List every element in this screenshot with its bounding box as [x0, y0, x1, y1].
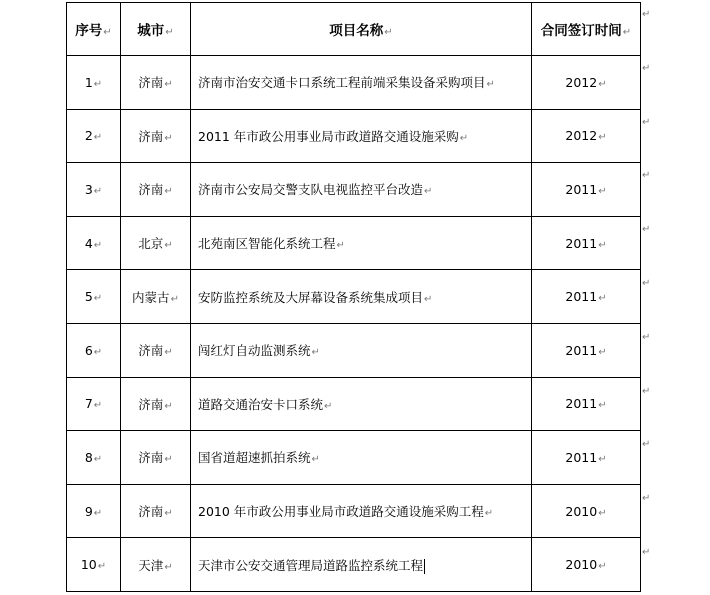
row-number: 2 [84, 128, 93, 144]
header-date-cell[interactable] [532, 3, 641, 56]
project-name-cell[interactable] [191, 323, 532, 377]
contract-date-cell[interactable] [532, 109, 641, 163]
row-end-mark: ↵ [642, 117, 651, 128]
table-row [67, 109, 641, 163]
project-name: 2011 年市政公用事业局市政道路交通设施采购 [198, 128, 459, 144]
contract-date: 2012 [565, 128, 598, 144]
cell-end-mark: ↵ [93, 507, 103, 519]
cell-end-mark: ↵ [164, 347, 173, 359]
city-cell[interactable] [121, 431, 191, 485]
project-name-cell[interactable] [191, 270, 532, 324]
city: 济南 [138, 75, 164, 91]
contract-date-cell[interactable] [532, 56, 641, 110]
header-date: 合同签订时间 [540, 23, 622, 39]
contract-date: 2011 [565, 342, 598, 358]
table-row [67, 377, 641, 431]
header-no: 序号 [75, 23, 103, 39]
cell-end-mark: ↵ [164, 132, 173, 144]
cell-end-mark: ↵ [164, 186, 173, 198]
city-cell[interactable] [121, 56, 191, 110]
row-number-cell[interactable] [67, 109, 121, 163]
cell-end-mark: ↵ [424, 293, 433, 305]
project-name-cell[interactable] [191, 538, 532, 592]
cell-end-mark: ↵ [598, 132, 607, 144]
cell-end-mark: ↵ [311, 347, 320, 359]
row-number-cell[interactable] [67, 484, 121, 538]
cell-end-mark: ↵ [384, 27, 393, 38]
city: 济南 [138, 504, 164, 520]
contract-date-cell[interactable] [532, 216, 641, 270]
table-row [67, 538, 641, 592]
table-row [67, 163, 641, 217]
city: 济南 [138, 450, 164, 466]
cell-end-mark: ↵ [486, 79, 495, 91]
contract-date: 2011 [565, 235, 598, 251]
row-end-mark: ↵ [642, 332, 651, 343]
project-name: 道路交通治安卡口系统 [198, 396, 324, 412]
city: 内蒙古 [132, 289, 170, 305]
row-number-cell[interactable] [67, 56, 121, 110]
row-number: 8 [84, 449, 93, 465]
row-end-mark: ↵ [642, 439, 651, 450]
project-name-cell[interactable] [191, 484, 532, 538]
city: 济南 [138, 343, 164, 359]
project-name: 国省道超速抓拍系统 [198, 450, 311, 466]
header-no-cell[interactable] [67, 3, 121, 56]
row-end-mark: ↵ [642, 170, 651, 181]
header-name: 项目名称 [329, 23, 384, 39]
project-name: 济南市公安局交警支队电视监控平台改造 [198, 182, 424, 198]
project-name: 2010 年市政公用事业局市政道路交通设施采购工程 [198, 504, 484, 520]
row-end-mark: ↵ [642, 386, 651, 397]
cell-end-mark: ↵ [93, 400, 103, 412]
cell-end-mark: ↵ [93, 453, 103, 465]
city: 济南 [138, 182, 164, 198]
city: 天津 [138, 557, 164, 573]
cell-end-mark: ↵ [598, 346, 607, 358]
cell-end-mark: ↵ [164, 508, 173, 520]
cell-end-mark: ↵ [164, 454, 173, 466]
cell-end-mark: ↵ [598, 400, 607, 412]
contract-date: 2010 [565, 503, 598, 519]
project-name-cell[interactable] [191, 163, 532, 217]
row-number: 10 [80, 557, 97, 573]
city: 济南 [138, 396, 164, 412]
cell-end-mark: ↵ [598, 78, 607, 90]
cell-end-mark: ↵ [93, 239, 103, 251]
row-number-cell[interactable] [67, 323, 121, 377]
table-row [67, 323, 641, 377]
table-row [67, 431, 641, 485]
cell-end-mark: ↵ [336, 240, 345, 252]
row-number-cell[interactable] [67, 377, 121, 431]
cell-end-mark: ↵ [598, 507, 607, 519]
row-end-mark: ↵ [642, 547, 651, 558]
project-name-cell[interactable] [191, 216, 532, 270]
city-cell[interactable] [121, 377, 191, 431]
row-end-mark: ↵ [642, 9, 651, 20]
city-cell[interactable] [121, 216, 191, 270]
cell-end-mark: ↵ [622, 27, 632, 38]
row-number: 6 [84, 342, 93, 358]
table-row [67, 270, 641, 324]
project-name-cell[interactable] [191, 109, 532, 163]
cell-end-mark: ↵ [93, 293, 103, 305]
contract-date-cell[interactable] [532, 163, 641, 217]
city-cell[interactable] [121, 323, 191, 377]
project-name-cell[interactable] [191, 431, 532, 485]
cell-end-mark: ↵ [93, 78, 103, 90]
city-cell[interactable] [121, 109, 191, 163]
city-cell[interactable] [121, 484, 191, 538]
cell-end-mark: ↵ [165, 27, 174, 38]
table-row [67, 216, 641, 270]
city-cell[interactable] [121, 538, 191, 592]
row-end-mark: ↵ [642, 493, 651, 504]
contract-date: 2011 [565, 396, 598, 412]
cell-end-mark: ↵ [170, 293, 179, 305]
row-number-cell[interactable] [67, 538, 121, 592]
table-row [67, 484, 641, 538]
project-name: 安防监控系统及大屏幕设备系统集成项目 [198, 289, 424, 305]
row-number: 3 [84, 181, 93, 197]
cell-end-mark: ↵ [598, 185, 607, 197]
contract-date-cell[interactable] [532, 323, 641, 377]
city-cell[interactable] [121, 270, 191, 324]
cell-end-mark: ↵ [598, 453, 607, 465]
row-end-mark: ↵ [642, 278, 651, 289]
cell-end-mark: ↵ [598, 239, 607, 251]
row-number: 4 [84, 235, 93, 251]
project-name: 天津市公安交通管理局道路监控系统工程 [198, 557, 424, 573]
header-city-cell[interactable] [121, 3, 191, 56]
city: 济南 [138, 128, 164, 144]
row-number-cell[interactable] [67, 431, 121, 485]
project-name: 济南市治安交通卡口系统工程前端采集设备采购项目 [198, 75, 486, 91]
row-number-cell[interactable] [67, 163, 121, 217]
contract-date: 2011 [565, 289, 598, 305]
project-name: 北苑南区智能化系统工程 [198, 236, 336, 252]
contract-date-cell[interactable] [532, 431, 641, 485]
project-name: 闯红灯自动监测系统 [198, 343, 311, 359]
city-cell[interactable] [121, 163, 191, 217]
cell-end-mark: ↵ [459, 132, 469, 144]
cell-end-mark: ↵ [103, 27, 112, 38]
cell-end-mark: ↵ [424, 186, 433, 198]
row-end-mark: ↵ [642, 224, 651, 235]
row-number: 7 [84, 396, 93, 412]
row-number: 1 [84, 74, 93, 90]
contract-date: 2011 [565, 181, 598, 197]
cell-end-mark: ↵ [93, 346, 103, 358]
cell-end-mark: ↵ [311, 454, 320, 466]
cell-end-mark: ↵ [164, 240, 173, 252]
row-number-cell[interactable] [67, 216, 121, 270]
cell-end-mark: ↵ [598, 561, 607, 573]
cell-end-mark: ↵ [598, 293, 607, 305]
contract-date: 2011 [565, 449, 598, 465]
contract-date-cell[interactable] [532, 377, 641, 431]
cell-end-mark: ↵ [164, 400, 173, 412]
cell-end-mark: ↵ [93, 185, 103, 197]
contract-date: 2012 [565, 74, 598, 90]
table-header-row [67, 3, 641, 56]
contract-date: 2010 [565, 557, 598, 573]
row-number: 5 [84, 289, 93, 305]
cell-end-mark: ↵ [93, 132, 103, 144]
header-name-cell[interactable] [191, 3, 532, 56]
contract-date-cell[interactable] [532, 484, 641, 538]
project-name-cell[interactable] [191, 377, 532, 431]
row-end-mark: ↵ [642, 63, 651, 74]
header-city: 城市 [137, 23, 165, 39]
table-row [67, 56, 641, 110]
cell-end-mark: ↵ [164, 561, 173, 573]
contract-date-cell[interactable] [532, 270, 641, 324]
city: 北京 [138, 236, 164, 252]
cell-end-mark: ↵ [97, 561, 107, 573]
cell-end-mark: ↵ [164, 79, 173, 91]
project-name-cell[interactable] [191, 56, 532, 110]
project-table [66, 2, 641, 592]
cell-end-mark: ↵ [324, 400, 333, 412]
row-number: 9 [84, 503, 93, 519]
row-number-cell[interactable] [67, 270, 121, 324]
contract-date-cell[interactable] [532, 538, 641, 592]
text-cursor [424, 559, 425, 574]
cell-end-mark: ↵ [484, 508, 494, 520]
